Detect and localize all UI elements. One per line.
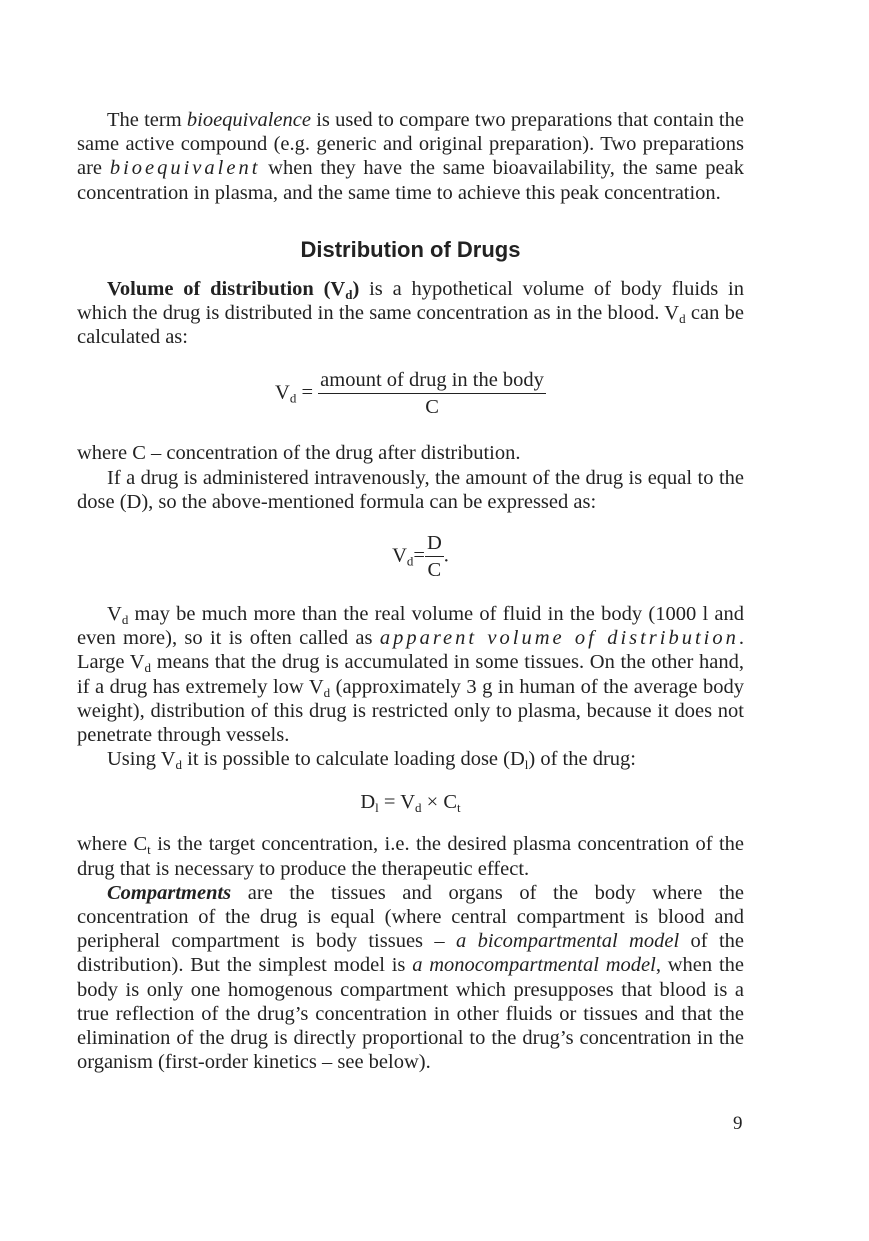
subscript: d — [289, 391, 297, 407]
subscript: d — [323, 684, 331, 700]
page-content — [77, 108, 744, 1074]
text: are the tissues and organs of the body where the concentration of the drug is equal (where central compartment is blood and peripheral compartment is body tissues – — [77, 881, 744, 953]
text: is used to compare two preparations that contain the same active compound (e.g. generic and original preparation). Two preparations are — [77, 109, 744, 180]
term-compartments: Compartments — [107, 881, 232, 904]
equals-sign: = — [413, 544, 425, 567]
section-heading: Distribution of Drugs — [300, 236, 521, 262]
text: V — [107, 603, 122, 626]
equals-sign: = — [296, 382, 319, 405]
text: × C — [421, 791, 458, 814]
paragraph-where-c: where C – concentration of the drug after distribution. — [77, 442, 521, 465]
text: is a hypothetical volume of body fluids in which the drug is distributed in the same concentration as in the blood. V — [77, 277, 745, 325]
paragraph-compartments — [77, 881, 744, 1075]
formula-vd-amount — [77, 369, 744, 419]
term-monocompartmental: a monocompartmental model — [412, 954, 656, 977]
formula-vd-dose — [77, 532, 744, 582]
text: D — [360, 791, 376, 814]
term-bioequivalent: bioequivalent — [109, 157, 261, 180]
text: it is possible to calculate loading dose (D — [182, 748, 525, 771]
subscript: t — [147, 842, 151, 858]
paragraph-volume-of-distribution — [77, 277, 744, 350]
text: = V — [378, 791, 416, 814]
subscript: d — [175, 757, 183, 773]
text: where C — [77, 833, 148, 856]
formula-loading-dose — [77, 791, 744, 814]
term-bicompartmental: a bicompartmental model — [456, 930, 680, 953]
text: , when the body is only one homogenous compartment which presupposes that blood is a true reflection of the drug’s concentration in other fluids or tissues and that the elimination of the drug is directly proportional to the drug’s concentration in the organism (first-order kinetics – see below). — [77, 954, 744, 1074]
subscript: l — [375, 800, 379, 816]
subscript: d — [415, 800, 422, 816]
numerator: amount of drug in the body — [318, 369, 546, 394]
numerator: D — [425, 532, 444, 557]
text: means that the drug is accumulated in some tissues. On the other hand, if a drug has extremely low V — [77, 651, 744, 698]
formula-lhs: V — [392, 544, 407, 567]
formula-lhs: V — [275, 382, 290, 405]
subscript: d — [679, 311, 686, 327]
text: The term — [107, 109, 187, 131]
paragraph-intravenous: If a drug is administered intravenously, the amount of the drug is equal to the dose (D), so the above-mentioned formula can be expressed as: — [77, 466, 744, 513]
text: when they have the same bioavailability, the same peak concentration in plasma, and the same time to achieve this peak concentration. — [77, 157, 745, 204]
term-bioequivalence: bioequivalence — [186, 109, 311, 131]
text: . Large V — [77, 627, 745, 674]
paragraph-apparent-volume — [77, 602, 744, 747]
text: Using V — [107, 748, 176, 771]
text: ) — [352, 277, 360, 300]
subscript: d — [345, 286, 353, 302]
subscript: d — [406, 553, 414, 569]
paragraph-bioequivalence — [77, 108, 744, 205]
text: (approximately 3 g in human of the average body weight), distribution of this drug is restricted only to plasma, because it does not penetrate through vessels. — [77, 675, 744, 747]
paragraph-target-concentration — [77, 832, 744, 880]
text: ) of the drug: — [528, 748, 637, 771]
text: may be much more than the real volume of fluid in the body (1000 l and even more), so it is often called as — [77, 603, 744, 650]
term-volume-of-distribution — [107, 278, 359, 300]
subscript: d — [144, 660, 152, 676]
term-apparent-volume: apparent volume of distribution — [379, 627, 739, 650]
denominator: C — [427, 559, 442, 582]
subscript: d — [121, 612, 129, 628]
text: Volume of distribution (V — [107, 277, 346, 300]
fraction — [318, 369, 546, 419]
paragraph-loading-dose — [77, 747, 744, 771]
subscript: l — [524, 757, 529, 773]
page-number: 9 — [733, 1113, 743, 1134]
subscript: t — [457, 800, 461, 816]
period: . — [443, 544, 449, 567]
text: of the distribution). But the simplest model is — [77, 930, 744, 977]
text: is the target concentration, i.e. the desired plasma concentration of the drug that is necessary to produce the therapeutic effect. — [77, 833, 744, 880]
fraction — [425, 532, 444, 582]
text: can be calculated as: — [77, 302, 745, 349]
denominator: C — [425, 396, 439, 419]
